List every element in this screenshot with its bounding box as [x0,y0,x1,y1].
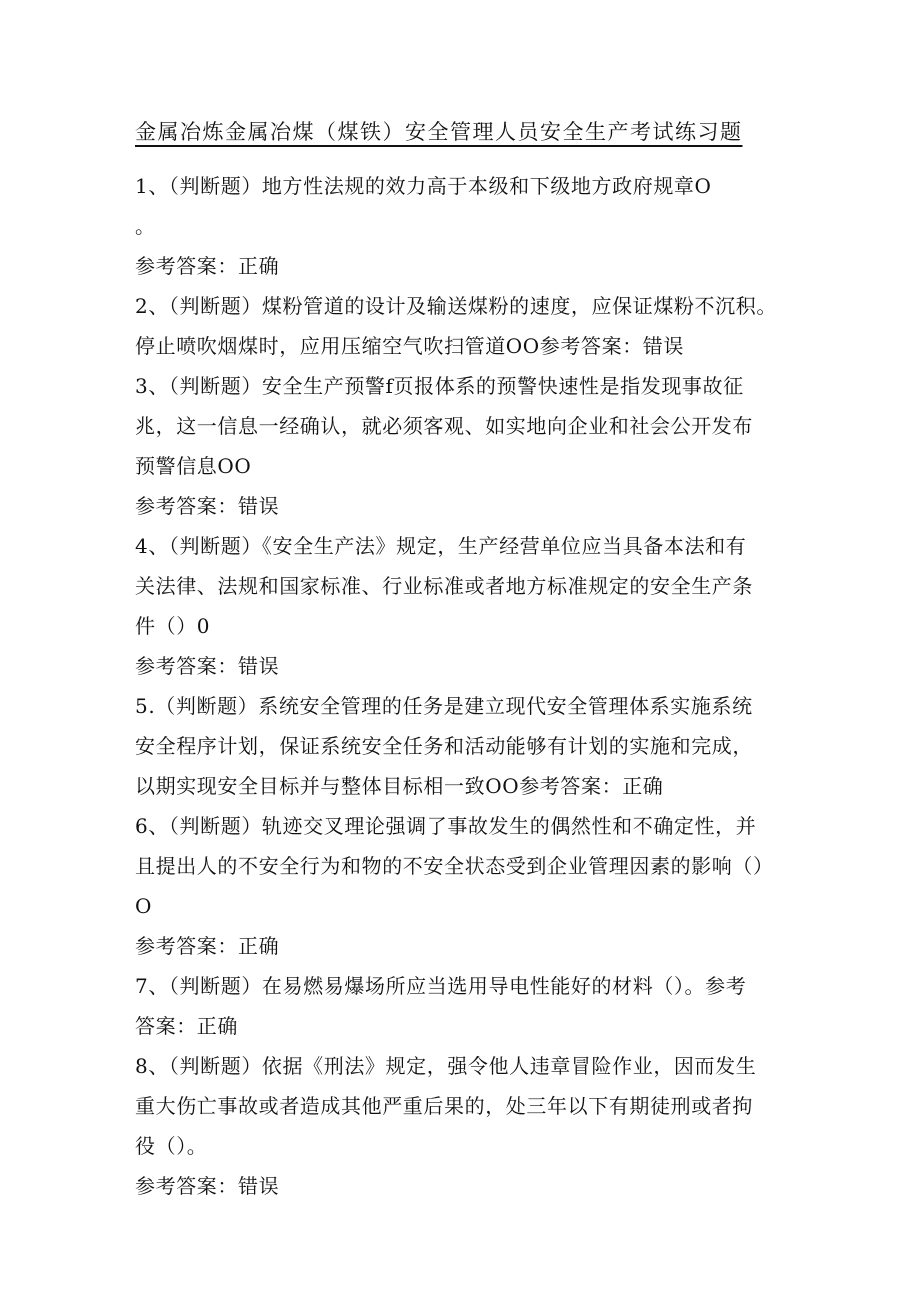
text-line: 2、（判断题）煤粉管道的设计及输送煤粉的速度，应保证煤粉不沉积。 [135,294,777,318]
answer-line: 参考答案：错误 [135,654,280,678]
text-line: 停止喷吹烟煤时，应用压缩空气吹扫管道OO参考答案：错误 [135,334,684,358]
document-title: 金属冶炼金属冶煤（煤铁）安全管理人员安全生产考试练习题 [135,120,743,144]
text-line: 役（）。 [135,1134,208,1158]
answer-line: 参考答案：错误 [135,494,280,518]
text-line: 安全程序计划，保证系统安全任务和活动能够有计划的实施和完成， [135,734,753,758]
text-line: 且提出人的不安全行为和物的不安全状态受到企业管理因素的影响（） [135,854,774,878]
answer-line: 参考答案：正确 [135,934,280,958]
text-line: 。 [135,214,156,238]
text-line: 以期实现安全目标并与整体目标相一致OO参考答案：正确 [135,774,664,798]
text-line: 预警信息OO [135,454,252,478]
text-line: 3、（判断题）安全生产预警f页报体系的预警快速性是指发现事故征 [135,374,744,398]
answer-line: 答案：正确 [135,1014,238,1038]
answer-line: 参考答案：正确 [135,254,280,278]
text-line: 重大伤亡事故或者造成其他严重后果的，处三年以下有期徒刑或者拘 [135,1094,753,1118]
text-line: 5.（判断题）系统安全管理的任务是建立现代安全管理体系实施系统 [135,694,753,718]
text-line: O [135,894,152,918]
text-line: 6、（判断题）轨迹交叉理论强调了事故发生的偶然性和不确定性，并 [135,814,757,838]
text-line: 兆，这一信息一经确认，就必须客观、如实地向企业和社会公开发布 [135,414,753,438]
question-list [135,166,795,1206]
text-line: 8、（判断题）依据《刑法》规定，强令他人违章冒险作业，因而发生 [135,1054,757,1078]
text-line: 关法律、法规和国家标准、行业标准或者地方标准规定的安全生产条 [135,574,753,598]
text-line: 1、（判断题）地方性法规的效力高于本级和下级地方政府规章O [135,174,712,198]
text-line: 件（）0 [135,614,211,638]
text-line: 7、（判断题）在易燃易爆场所应当选用导电性能好的材料（）。参考 [135,974,747,998]
answer-line: 参考答案：错误 [135,1174,280,1198]
text-line: 4、（判断题）《安全生产法》规定，生产经营单位应当具备本法和有 [135,534,747,558]
